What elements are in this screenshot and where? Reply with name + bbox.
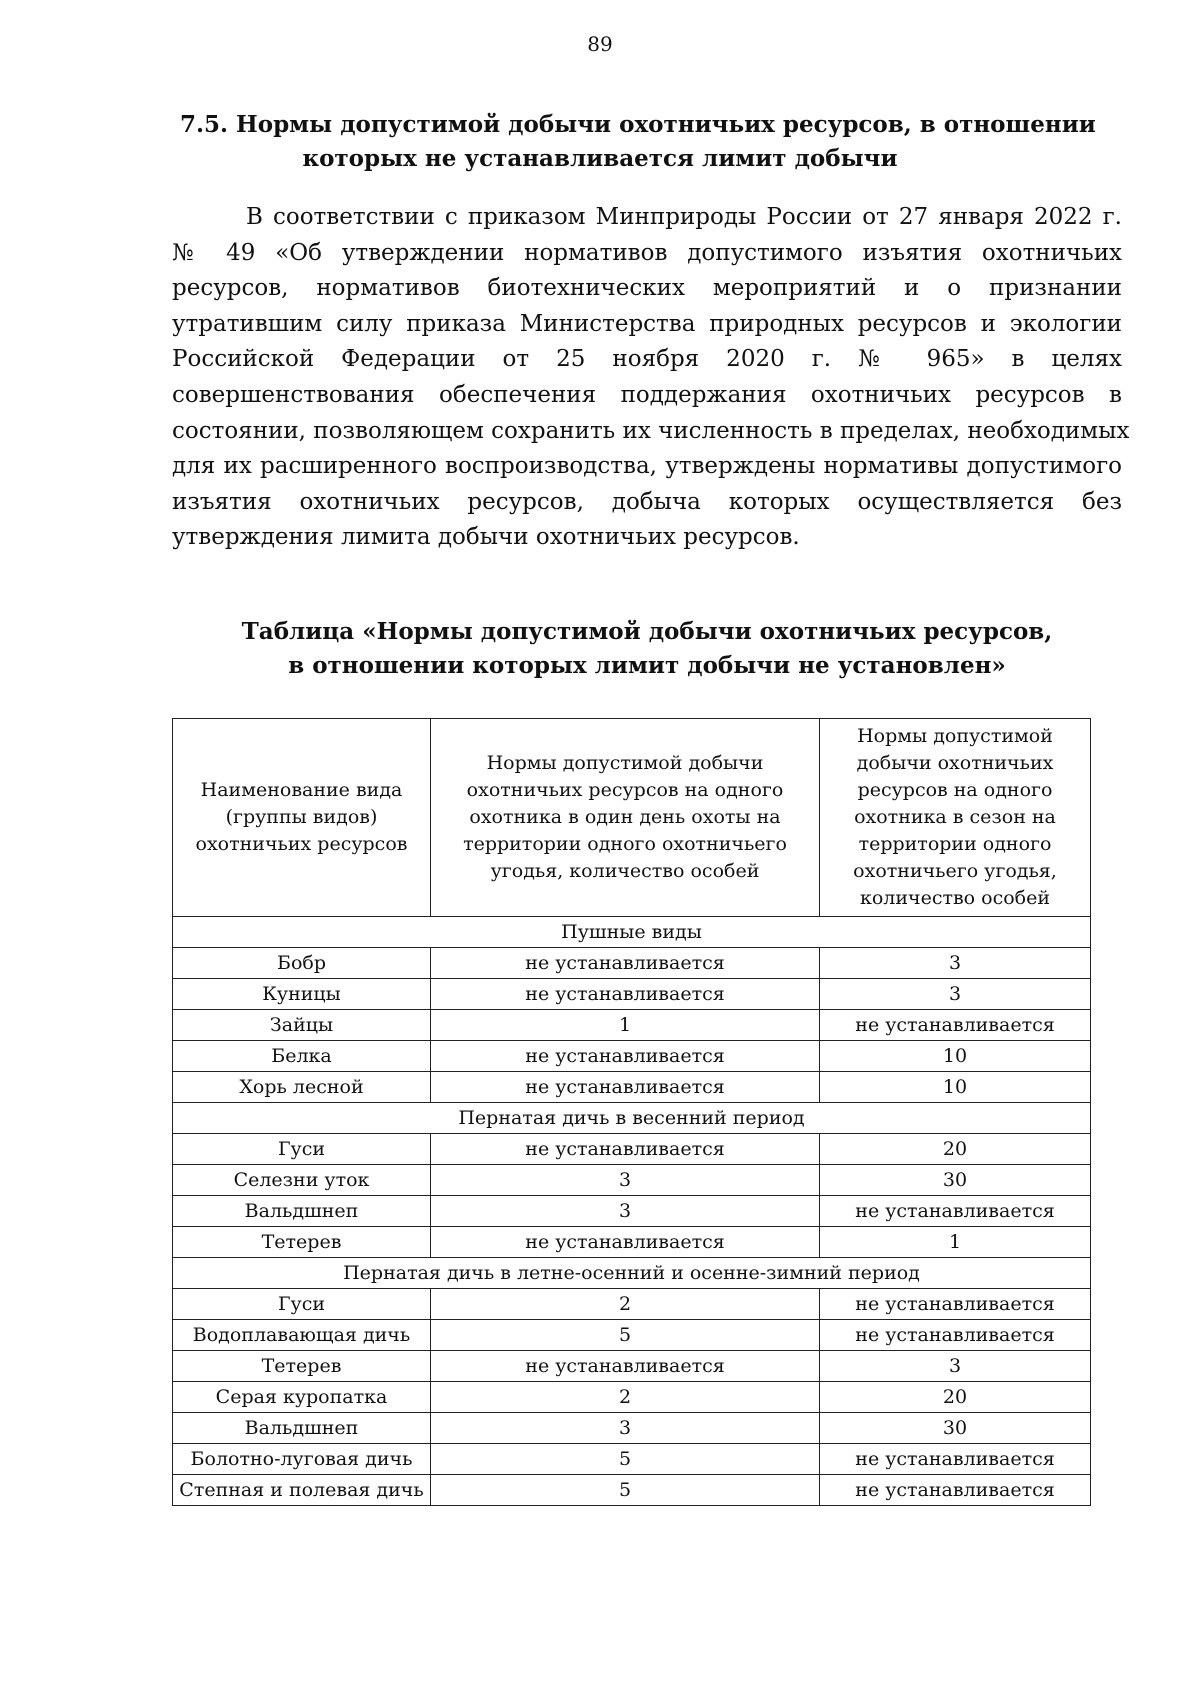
section-title-line: которых не устанавливается лимит добычи	[302, 145, 898, 172]
table-title-line: в отношении которых лимит добычи не установлен»	[288, 652, 1006, 679]
season-norm-cell: 3	[820, 979, 1091, 1010]
species-cell: Белка	[173, 1041, 431, 1072]
table-row	[173, 1475, 1091, 1506]
group-title: Пернатая дичь в весенний период	[173, 1103, 1091, 1134]
group-row	[173, 917, 1091, 948]
season-norm-cell: 3	[820, 948, 1091, 979]
daily-norm-cell: не устанавливается	[431, 1227, 820, 1258]
table-row	[173, 1227, 1091, 1258]
group-title: Пернатая дичь в летне-осенний и осенне-зимний период	[173, 1258, 1091, 1289]
daily-norm-cell: 2	[431, 1289, 820, 1320]
paragraph-line: утверждения лимита добычи охотничьих ресурсов.	[172, 524, 800, 551]
season-norm-cell: не устанавливается	[820, 1289, 1091, 1320]
daily-norm-cell: не устанавливается	[431, 948, 820, 979]
daily-norm-cell: 5	[431, 1320, 820, 1351]
table-row	[173, 1072, 1091, 1103]
table-body	[173, 917, 1091, 1506]
species-cell: Гуси	[173, 1289, 431, 1320]
paragraph-line: изъятия охотничьих ресурсов, добыча которых осуществляется без	[172, 488, 1122, 515]
daily-norm-cell: 1	[431, 1010, 820, 1041]
group-row	[173, 1258, 1091, 1289]
paragraph-line: утратившим силу приказа Министерства природных ресурсов и экологии	[172, 310, 1122, 337]
paragraph-line: совершенствования обеспечения поддержания охотничьих ресурсов в	[172, 381, 1122, 408]
table-row	[173, 1320, 1091, 1351]
table-row	[173, 948, 1091, 979]
table-row	[173, 979, 1091, 1010]
season-norm-cell: 20	[820, 1134, 1091, 1165]
body-paragraph	[172, 200, 1130, 556]
daily-norm-cell: 3	[431, 1413, 820, 1444]
section-title-line: 7.5. Нормы допустимой добычи охотничьих ресурсов, в отношении	[180, 111, 1096, 138]
season-norm-cell: не устанавливается	[820, 1196, 1091, 1227]
species-cell: Тетерев	[173, 1227, 431, 1258]
species-cell: Вальдшнеп	[173, 1196, 431, 1227]
species-cell: Степная и полевая дичь	[173, 1475, 431, 1506]
daily-norm-cell: 5	[431, 1444, 820, 1475]
daily-norm-cell: не устанавливается	[431, 1072, 820, 1103]
species-cell: Болотно-луговая дичь	[173, 1444, 431, 1475]
section-title	[180, 108, 1096, 176]
species-cell: Куницы	[173, 979, 431, 1010]
group-row	[173, 1103, 1091, 1134]
table-row	[173, 1351, 1091, 1382]
paragraph-line: № 49 «Об утверждении нормативов допустимого изъятия охотничьих	[172, 239, 1122, 266]
table-title-line: Таблица «Нормы допустимой добычи охотничьих ресурсов,	[241, 618, 1053, 645]
species-cell: Селезни уток	[173, 1165, 431, 1196]
daily-norm-cell: не устанавливается	[431, 1041, 820, 1072]
table-row	[173, 1010, 1091, 1041]
table-row	[173, 1413, 1091, 1444]
species-cell: Хорь лесной	[173, 1072, 431, 1103]
species-cell: Зайцы	[173, 1010, 431, 1041]
season-norm-cell: 10	[820, 1072, 1091, 1103]
paragraph-line: для их расширенного воспроизводства, утверждены нормативы допустимого	[172, 453, 1122, 480]
column-header-season-norm: Нормы допустимой добычи охотничьих ресурсов на одного охотника в сезон на территории одного охотничьего угодья, количество особей	[820, 719, 1091, 917]
paragraph-line: ресурсов, нормативов биотехнических мероприятий и о признании	[172, 275, 1122, 302]
species-cell: Тетерев	[173, 1351, 431, 1382]
species-cell: Серая куропатка	[173, 1382, 431, 1413]
table-row	[173, 1041, 1091, 1072]
table-row	[173, 1134, 1091, 1165]
daily-norm-cell: не устанавливается	[431, 1134, 820, 1165]
daily-norm-cell: не устанавливается	[431, 979, 820, 1010]
daily-norm-cell: 2	[431, 1382, 820, 1413]
table-row	[173, 1289, 1091, 1320]
season-norm-cell: не устанавливается	[820, 1475, 1091, 1506]
species-cell: Гуси	[173, 1134, 431, 1165]
column-header-species: Наименование вида (группы видов) охотничьих ресурсов	[173, 719, 431, 917]
table-header-row	[173, 719, 1091, 917]
norms-table	[172, 718, 1091, 1506]
season-norm-cell: не устанавливается	[820, 1010, 1091, 1041]
daily-norm-cell: не устанавливается	[431, 1351, 820, 1382]
season-norm-cell: 1	[820, 1227, 1091, 1258]
table-row	[173, 1165, 1091, 1196]
table-row	[173, 1382, 1091, 1413]
daily-norm-cell: 5	[431, 1475, 820, 1506]
season-norm-cell: 3	[820, 1351, 1091, 1382]
daily-norm-cell: 3	[431, 1196, 820, 1227]
season-norm-cell: не устанавливается	[820, 1320, 1091, 1351]
paragraph-line: состоянии, позволяющем сохранить их численность в пределах, необходимых	[172, 417, 1130, 444]
column-header-daily-norm: Нормы допустимой добычи охотничьих ресурсов на одного охотника в один день охоты на территории одного охотничьего угодья, количество особей	[431, 719, 820, 917]
daily-norm-cell: 3	[431, 1165, 820, 1196]
table-row	[173, 1444, 1091, 1475]
species-cell: Бобр	[173, 948, 431, 979]
season-norm-cell: 30	[820, 1413, 1091, 1444]
species-cell: Вальдшнеп	[173, 1413, 431, 1444]
species-cell: Водоплавающая дичь	[173, 1320, 431, 1351]
season-norm-cell: не устанавливается	[820, 1444, 1091, 1475]
table-row	[173, 1196, 1091, 1227]
group-title: Пушные виды	[173, 917, 1091, 948]
season-norm-cell: 20	[820, 1382, 1091, 1413]
paragraph-line: Российской Федерации от 25 ноября 2020 г. № 965» в целях	[172, 346, 1122, 373]
season-norm-cell: 30	[820, 1165, 1091, 1196]
paragraph-line: В соответствии с приказом Минприроды России от 27 января 2022 г.	[246, 204, 1122, 230]
table-title	[172, 615, 1122, 683]
season-norm-cell: 10	[820, 1041, 1091, 1072]
page-number: 89	[587, 32, 613, 56]
